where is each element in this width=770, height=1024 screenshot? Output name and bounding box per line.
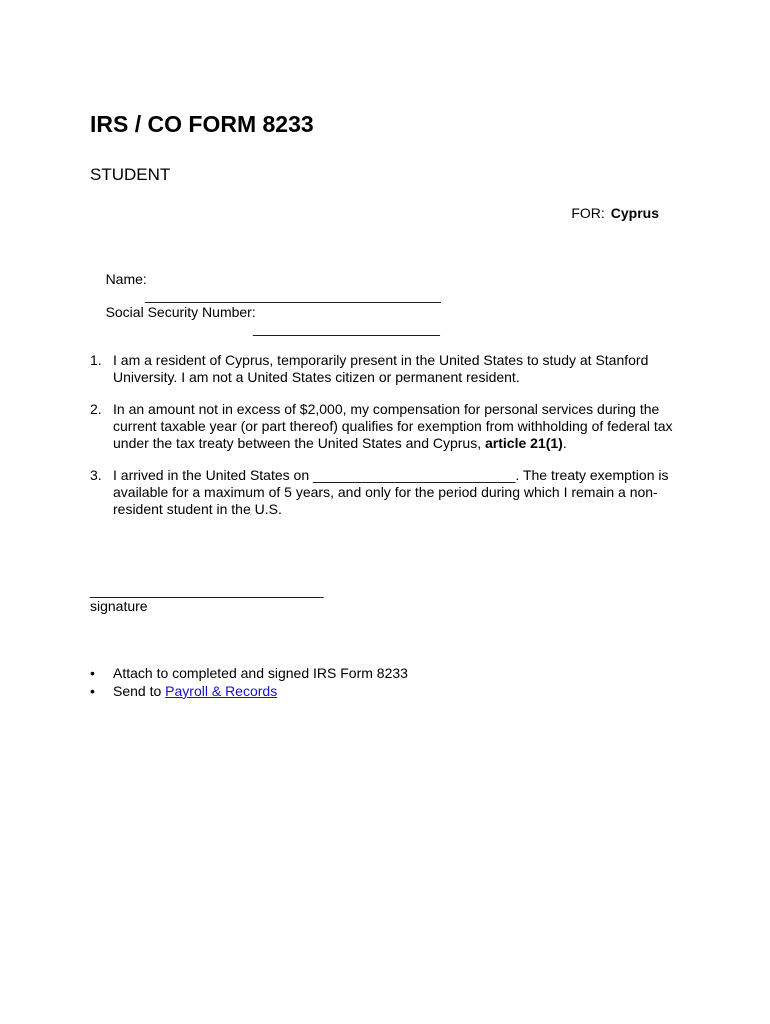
for-label: FOR: xyxy=(571,205,605,221)
name-blank[interactable]: ______________________________________ xyxy=(145,287,441,303)
form-title: IRS / CO FORM 8233 xyxy=(90,111,314,137)
form-subtitle: STUDENT xyxy=(90,165,171,184)
instruction-item xyxy=(90,682,408,700)
bullet-icon: • xyxy=(90,683,95,699)
signature-label: signature xyxy=(90,598,148,614)
item-text: I arrived in the United States on __________________________. The treaty exemption is available for a maximum of 5 years, and only for the period during which I remain a non-resident student in the U.S. xyxy=(113,467,669,517)
item-text: In an amount not in excess of $2,000, my compensation for personal services during the current taxable year (or part thereof) qualifies for exemption from withholding of federal tax under the tax treaty between the United States and Cyprus, xyxy=(113,401,673,451)
bullet-icon: • xyxy=(90,665,95,681)
instruction-prefix: Send to xyxy=(113,683,166,699)
instruction-item xyxy=(90,664,408,682)
name-label: Name: xyxy=(105,271,147,287)
ssn-label: Social Security Number: xyxy=(105,304,256,320)
treaty-article: article 21(1) xyxy=(485,435,563,451)
item-text-end: . xyxy=(562,435,567,451)
statement-item xyxy=(90,352,680,386)
payroll-records-link[interactable]: Payroll & Records xyxy=(165,683,278,699)
item-number: 2. xyxy=(90,401,102,417)
item-text: I am a resident of Cyprus, temporarily present in the United States to study at Stanford University. I am not a United States citizen or permanent resident. xyxy=(113,352,649,385)
item-number: 1. xyxy=(90,352,102,368)
statement-item xyxy=(90,467,680,518)
item-number: 3. xyxy=(90,467,102,483)
statement-item xyxy=(90,401,680,452)
statement-list xyxy=(90,352,680,533)
ssn-field[interactable] xyxy=(90,288,440,352)
for-country-line xyxy=(571,205,659,221)
instruction-text: Attach to completed and signed IRS Form 8233 xyxy=(113,665,408,681)
ssn-blank[interactable]: ________________________ xyxy=(253,320,440,336)
signature-line[interactable]: ______________________________ xyxy=(90,582,324,598)
country-name: Cyprus xyxy=(610,205,659,221)
instructions-list xyxy=(90,664,408,700)
